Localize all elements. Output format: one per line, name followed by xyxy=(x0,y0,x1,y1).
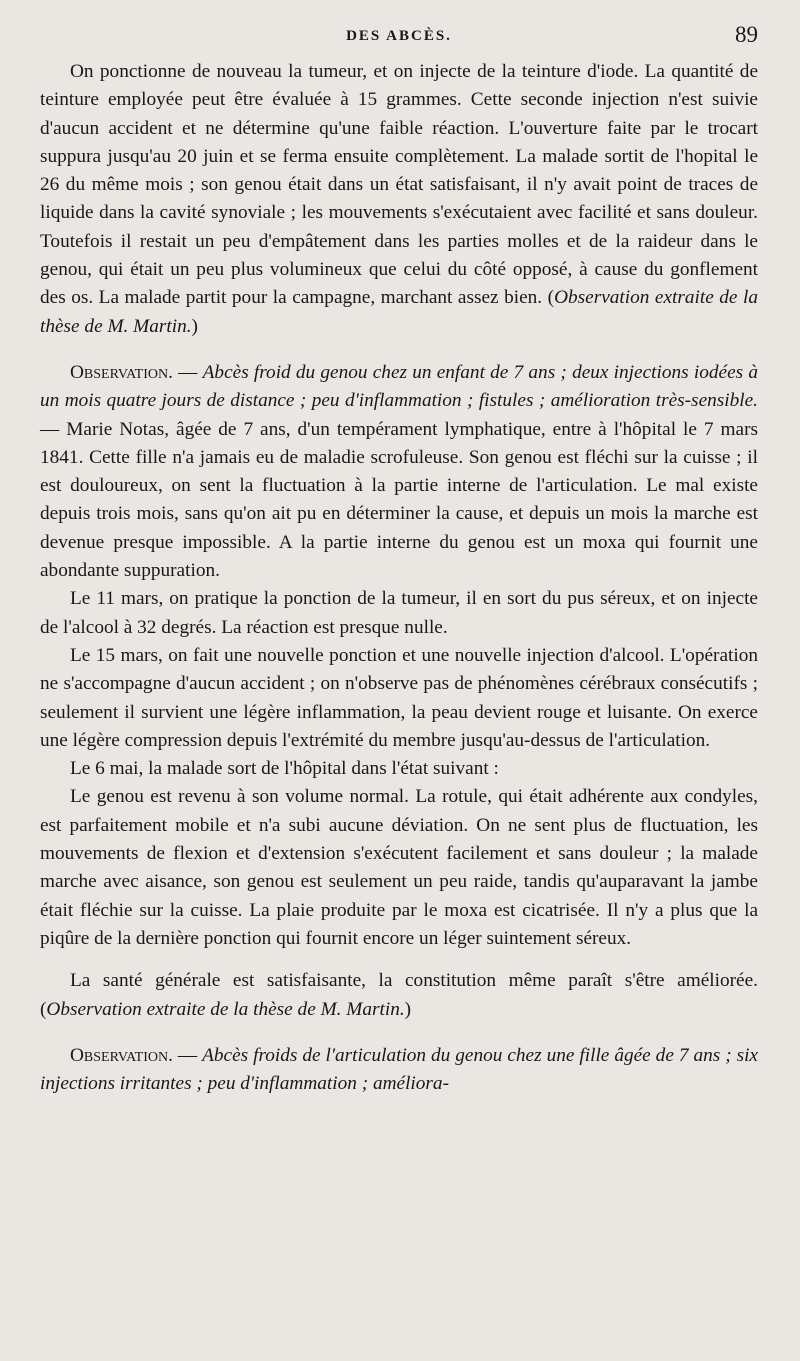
observation-label: Observation. xyxy=(70,361,173,383)
closing-parenthesis: ) xyxy=(191,315,198,337)
running-head xyxy=(40,22,758,58)
observation-title: Abcès froid du genou chez un enfant de 7 ans ; deux injections iodées à un mois quatre jours de distance ; peu d'inflammation ; fistules ; amélioration très-sensible. xyxy=(40,361,758,412)
paragraph-text: On ponctionne de nouveau la tumeur, et on injecte de la teinture d'iode. La quantité de teinture employée peut être évaluée à 15 grammes. Cette seconde injection n'est suivie d'aucun accident et ne détermine qu'une faible réaction. L'ouverture faite par le trocart suppura jusqu'au 20 juin et se ferma ensuite complètement. La malade sortit de l'hopital le 26 du même mois ; son genou était dans un état satisfaisant, il n'y avait point de traces de liquide dans la cavité synoviale ; les mouvements s'exécutaient avec facilité et sans douleur. Toutefois il restait un peu d'empâtement dans les parties molles et de la raideur dans le genou, qui était un peu plus volumineux que celui du côté opposé, à cause du gonflement des os. La malade partit pour la campagne, marchant assez bien. ( xyxy=(40,61,758,309)
observation-body: — Marie Notas, âgée de 7 ans, d'un tempérament lymphatique, entre à l'hôpital le 7 mars 1841. Cette fille n'a jamais eu de maladie scrofuleuse. Son genou est fléchi sur la cuisse ; il est douloureux, on sent la fluctuation à la partie interne de l'articulation. Le mal existe depuis trois mois, sans qu'on ait pu en déterminer la cause, et depuis un mois la marche est devenue presque impossible. A la partie interne du genou est un moxa qui fournit une abondante suppuration. xyxy=(40,418,758,582)
dash: — xyxy=(172,361,203,383)
observation-label: Observation. xyxy=(70,1044,173,1066)
observation-1 xyxy=(40,359,758,585)
closing-parenthesis: ) xyxy=(404,998,412,1020)
paragraph-text: La santé générale est satisfaisante, la constitution même paraît s'être améliorée. ( xyxy=(40,970,758,1020)
paragraph-march-15: Le 15 mars, on fait une nouvelle ponction et une nouvelle injection d'alcool. L'opération ne s'accompagne d'aucun accident ; on n'observe pas de phénomènes cérébraux consécutifs ; seulement il survient une légère inflammation, la peau devient rouge et luisante. On exerce une légère compression depuis l'extrémité du membre jusqu'au-dessus de l'articulation. xyxy=(40,644,758,751)
paragraph-march-11: Le 11 mars, on pratique la ponction de la tumeur, il en sort du pus séreux, et on injecte de l'alcool à 32 degrés. La réaction est presque nulle. xyxy=(40,588,758,638)
body-text xyxy=(40,58,758,1098)
dash: — xyxy=(172,1044,203,1066)
paragraph-knee-state: Le genou est revenu à son volume normal. La rotule, qui était adhérente aux condyles, est parfaitement mobile et n'a subi aucune déviation. On ne sent plus de fluctuation, les mouvements de flexion et d'extension s'exécutent facilement et sans douleur ; la malade marche avec aisance, son genou est seulement un peu raide, tandis qu'auparavant la jambe était fléchie sur la cuisse. La plaie produite par le moxa est cicatrisée. Il n'y a plus que la piqûre de la dernière ponction qui fournit encore un léger suintement séreux. xyxy=(40,786,758,949)
observation-title: Abcès froids de l'articulation du genou chez une fille âgée de 7 ans ; six injections irritantes ; peu d'inflammation ; améliora- xyxy=(40,1044,758,1095)
source-reference: Observation extraite de la thèse de M. Martin. xyxy=(46,998,405,1020)
source-reference: Observation extraite de la thèse de M. Martin. xyxy=(40,287,759,337)
observation-2 xyxy=(40,1042,758,1099)
paragraph-case-continuation xyxy=(40,58,758,341)
page-number: 89 xyxy=(735,22,758,47)
paragraph-may-6: Le 6 mai, la malade sort de l'hôpital dans l'état suivant : xyxy=(70,758,499,780)
running-title: DES ABCÈS. xyxy=(346,28,452,44)
paragraph-general-health xyxy=(40,967,758,1024)
